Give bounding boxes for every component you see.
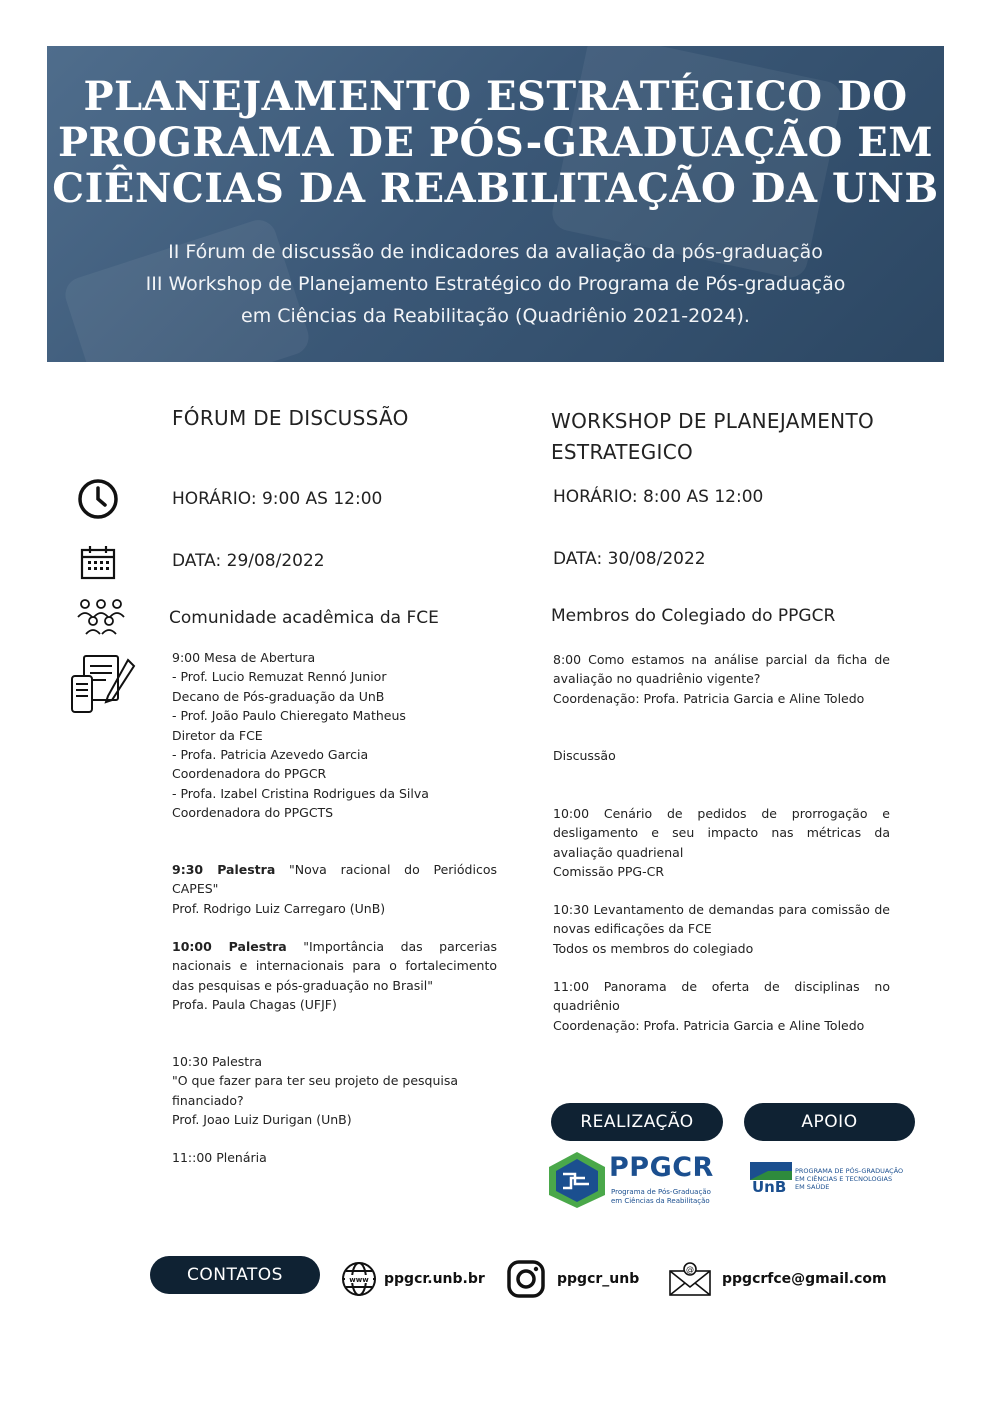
- workshop-item-detail: Todos os membros do colegiado: [553, 940, 754, 956]
- opening-heading: 9:00 Mesa de Abertura: [172, 650, 316, 665]
- ppgcr-subtitle-line: Programa de Pós-Graduação: [611, 1188, 711, 1196]
- ppgcr-subtitle: [611, 1188, 711, 1206]
- forum-title: FÓRUM DE DISCUSSÃO: [172, 406, 409, 430]
- opening-line: - Profa. Izabel Cristina Rodrigues da Silva: [172, 785, 429, 801]
- ppgcr-emblem-icon: [545, 1150, 609, 1210]
- ppgcr-name: PPGCR: [609, 1152, 714, 1183]
- workshop-time: HORÁRIO: 8:00 AS 12:00: [553, 487, 764, 507]
- workshop-title-line: WORKSHOP DE PLANEJAMENTO: [551, 409, 875, 433]
- unb-program-line: EM CIÊNCIAS E TECNOLOGIAS: [795, 1175, 893, 1183]
- calendar-icon: [80, 544, 116, 580]
- svg-text:@: @: [686, 1265, 694, 1274]
- talk-title: "Importância das parcerias nacionais e internacionais para o fortalecimento das pesquisas e pós-graduação no Brasil": [172, 939, 497, 993]
- svg-text:www: www: [349, 1276, 369, 1284]
- workshop-title-line: ESTRATEGICO: [551, 440, 694, 464]
- workshop-title: [551, 406, 874, 468]
- unb-program-text: [795, 1167, 903, 1191]
- header-banner: [47, 46, 944, 362]
- talk-speaker: Profa. Paula Chagas (UFJF): [172, 997, 337, 1013]
- unb-program-line: PROGRAMA DE PÓS-GRADUAÇÃO: [795, 1167, 904, 1175]
- ppgcr-logo: [545, 1150, 725, 1210]
- email-icon: [668, 1261, 712, 1297]
- talk-block-1: [172, 860, 497, 918]
- instagram-icon: [506, 1259, 546, 1299]
- plenary: 11::00 Plenária: [172, 1150, 267, 1165]
- instagram-link[interactable]: ppgcr_unb: [557, 1271, 640, 1287]
- talk-time: 9:30 Palestra: [172, 862, 276, 877]
- opening-block: [172, 648, 497, 823]
- realizacao-badge: REALIZAÇÃO: [551, 1103, 723, 1141]
- banner-title-line: CIÊNCIAS DA REABILITAÇÃO DA UNB: [52, 165, 939, 212]
- banner-subtitle: [57, 236, 934, 332]
- talk-speaker: Prof. Rodrigo Luiz Carregaro (UnB): [172, 900, 386, 916]
- workshop-item-detail: Coordenação: Profa. Patricia Garcia e Aline Toledo: [553, 690, 865, 706]
- workshop-date: DATA: 30/08/2022: [553, 549, 706, 569]
- email-link[interactable]: ppgcrfce@gmail.com: [722, 1271, 887, 1287]
- workshop-item-4: [553, 977, 890, 1035]
- talk-title: "O que fazer para ter seu projeto de pesquisa financiado?: [172, 1073, 459, 1108]
- workshop-discussion: Discussão: [553, 748, 616, 763]
- opening-line: Coordenadora do PPGCTS: [172, 805, 334, 821]
- opening-line: Coordenadora do PPGCR: [172, 766, 327, 782]
- people-icon: [74, 597, 128, 637]
- unb-mark: UnB: [752, 1178, 787, 1196]
- forum-audience: Comunidade acadêmica da FCE: [169, 608, 439, 628]
- opening-line: Decano de Pós-graduação da UnB: [172, 688, 385, 704]
- banner-title-line: PROGRAMA DE PÓS-GRADUAÇÃO EM: [57, 119, 934, 166]
- opening-line: - Profa. Patricia Azevedo Garcia: [172, 747, 369, 763]
- workshop-item-title: 10:30 Levantamento de demandas para comissão de novas edificações da FCE: [553, 902, 890, 937]
- banner-subtitle-line: II Fórum de discussão de indicadores da avaliação da pós-graduação: [168, 241, 823, 263]
- clock-icon: [77, 478, 119, 520]
- banner-title: [47, 74, 944, 212]
- website-link[interactable]: ppgcr.unb.br: [384, 1271, 485, 1287]
- banner-subtitle-line: em Ciências da Reabilitação (Quadriênio 2021-2024).: [241, 305, 750, 327]
- talk-time: 10:00 Palestra: [172, 939, 287, 954]
- forum-time: HORÁRIO: 9:00 AS 12:00: [172, 489, 383, 509]
- opening-line: - Prof. Lucio Remuzat Rennó Junior: [172, 669, 387, 685]
- apoio-badge: APOIO: [744, 1103, 915, 1141]
- ppgcr-subtitle-line: em Ciências da Reabilitação: [611, 1197, 710, 1205]
- workshop-item-2: [553, 804, 890, 882]
- banner-title-line: PLANEJAMENTO ESTRATÉGICO DO: [83, 73, 908, 120]
- workshop-item-title: 11:00 Panorama de oferta de disciplinas no quadriênio: [553, 979, 890, 1014]
- talk-speaker: Prof. Joao Luiz Durigan (UnB): [172, 1112, 352, 1128]
- workshop-item-title: 8:00 Como estamos na análise parcial da ficha de avaliação no quadriênio vigente?: [553, 652, 890, 687]
- talk-block-3: [172, 1052, 497, 1130]
- workshop-item-detail: Coordenação: Profa. Patricia Garcia e Aline Toledo: [553, 1017, 865, 1033]
- opening-line: - Prof. João Paulo Chieregato Matheus: [172, 708, 406, 724]
- workshop-item-title: 10:00 Cenário de pedidos de prorrogação e desligamento e seu impacto nas métricas da avaliação quadrienal: [553, 806, 890, 860]
- document-icon: [70, 652, 138, 716]
- contacts-badge: CONTATOS: [150, 1256, 320, 1294]
- workshop-item-detail: Comissão PPG-CR: [553, 864, 665, 880]
- talk-time: 10:30 Palestra: [172, 1054, 263, 1069]
- forum-date: DATA: 29/08/2022: [172, 551, 325, 571]
- workshop-audience: Membros do Colegiado do PPGCR: [551, 606, 836, 626]
- workshop-item-1: [553, 650, 890, 708]
- workshop-item-3: [553, 900, 890, 958]
- opening-line: Diretor da FCE: [172, 727, 263, 743]
- unb-logo: [750, 1162, 930, 1202]
- talk-block-2: [172, 937, 497, 1015]
- banner-subtitle-line: III Workshop de Planejamento Estratégico do Programa de Pós-graduação: [145, 273, 846, 295]
- unb-program-line: EM SAÚDE: [795, 1183, 830, 1191]
- globe-icon: [340, 1260, 378, 1298]
- talk-title: "Nova racional do Periódicos CAPES": [172, 862, 497, 897]
